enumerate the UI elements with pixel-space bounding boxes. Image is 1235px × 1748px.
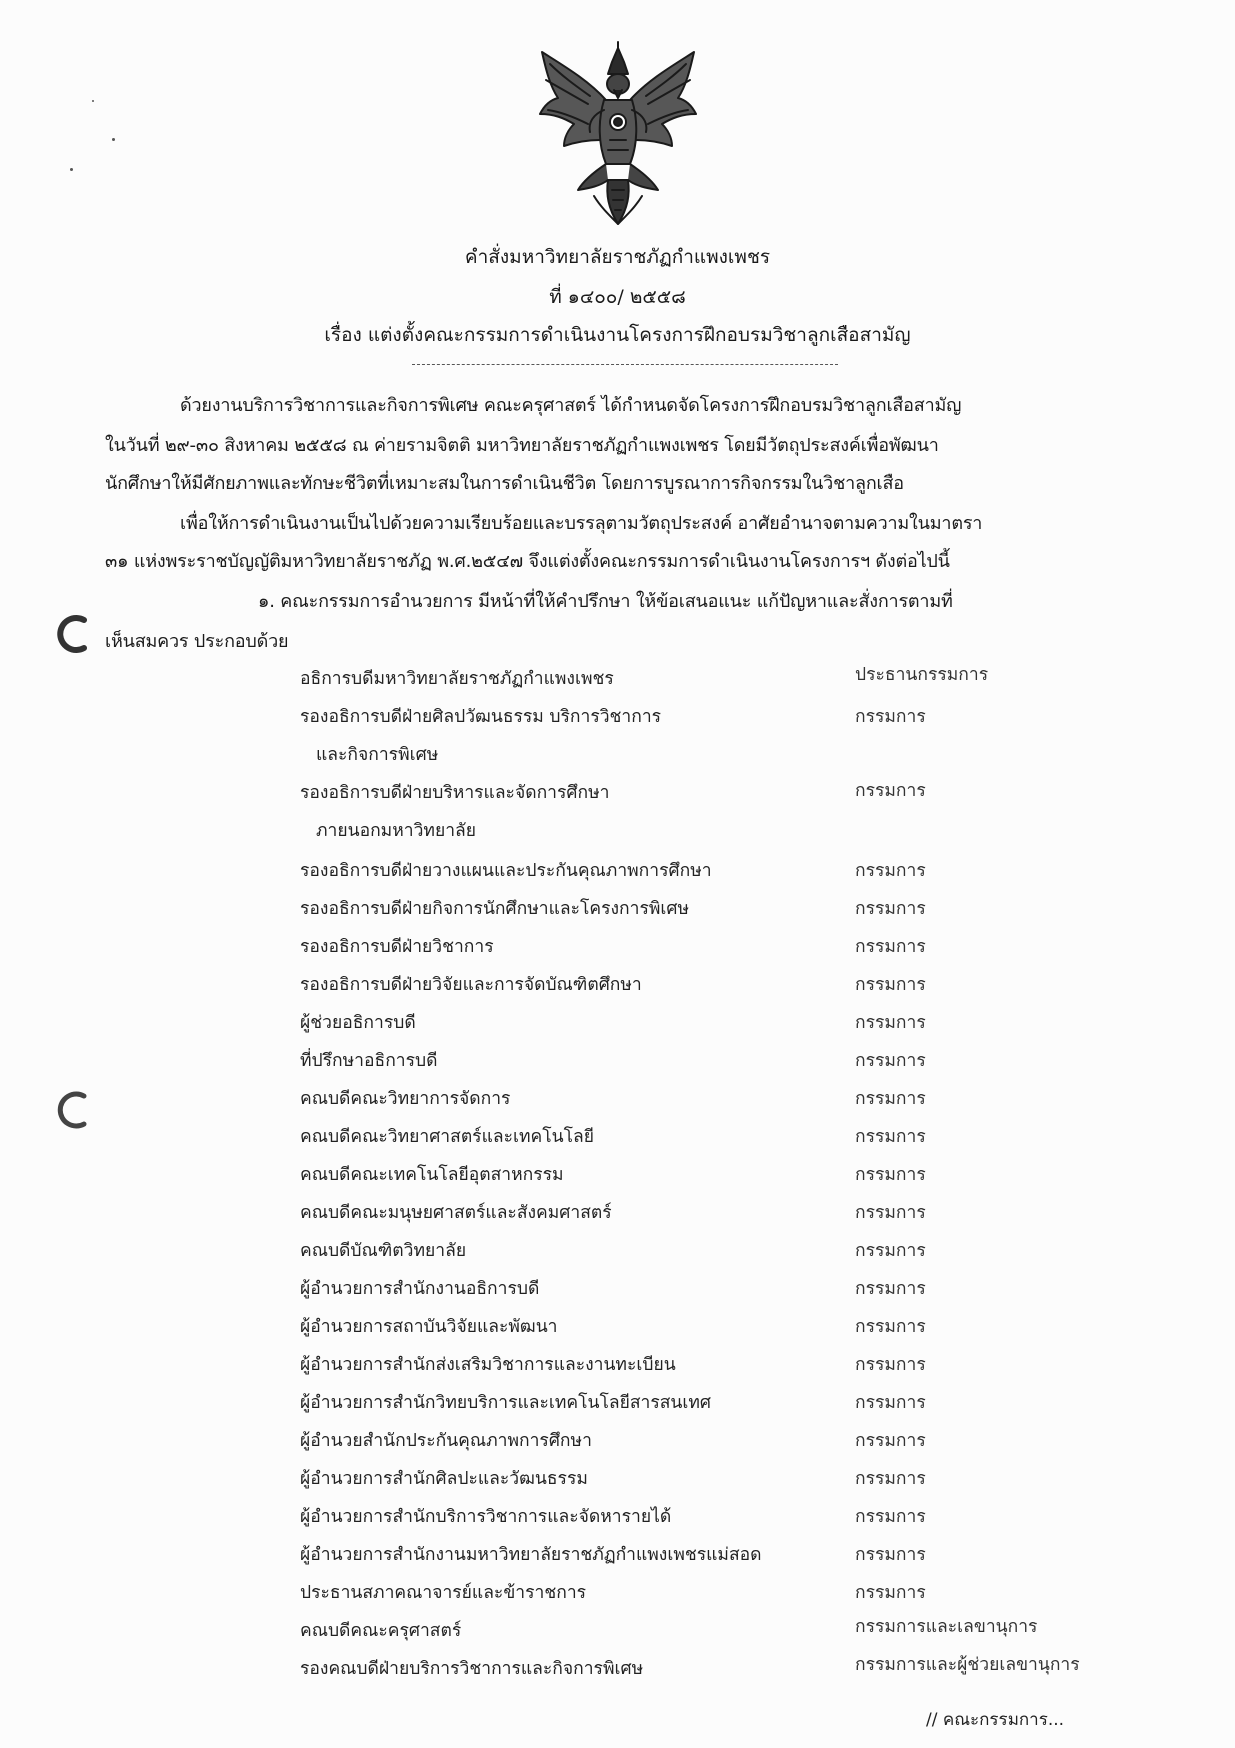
member-role: กรรมการ [855,1089,926,1109]
member-name: ผู้อำนวยการสำนักงานอธิการบดี [300,1279,540,1299]
member-name: อธิการบดีมหาวิทยาลัยราชภัฏกำแพงเพชร [300,669,614,689]
member-role: กรรมการ [855,1507,926,1527]
member-name: ประธานสภาคณาจารย์และข้าราชการ [300,1583,587,1603]
order-number: ที่ ๑๔๐๐/ ๒๕๕๘ [549,286,686,308]
order-title: คำสั่งมหาวิทยาลัยราชภัฏกำแพงเพชร [464,246,771,268]
member-name: รองอธิการบดีฝ่ายวิชาการ [300,937,494,957]
member-role: กรรมการ [855,1013,926,1033]
member-role: ประธานกรรมการ [855,665,989,685]
member-role: กรรมการและผู้ช่วยเลขานุการ [855,1655,1080,1675]
member-name: คณบดีคณะวิทยาการจัดการ [300,1089,511,1109]
member-role: กรรมการและเลขานุการ [855,1617,1038,1637]
body-paragraph-line: ๓๑ แห่งพระราชบัญญัติมหาวิทยาลัยราชภัฏ พ.ศ.๒๕๔๗ จึงแต่งตั้งคณะกรรมการดำเนินงานโครงการฯ ดังต่อไปนี้ [105,551,950,572]
punch-hole-mark [54,1090,94,1130]
member-name: ผู้อำนวยการสำนักวิทยบริการและเทคโนโลยีสารสนเทศ [300,1393,712,1413]
member-role: กรรมการ [855,1393,926,1413]
continuation-note: // คณะกรรมการ... [926,1710,1065,1730]
member-name: ผู้ช่วยอธิการบดี [300,1013,416,1033]
scan-speck [112,138,115,141]
member-role: กรรมการ [855,1317,926,1337]
member-role: กรรมการ [855,1241,926,1261]
member-role: กรรมการ [855,1279,926,1299]
member-name: ผู้อำนวยสำนักประกันคุณภาพการศึกษา [300,1431,592,1451]
member-name: ผู้อำนวยการสำนักบริการวิชาการและจัดหารายได้ [300,1507,672,1527]
member-name: ภายนอกมหาวิทยาลัย [316,821,477,841]
member-role: กรรมการ [855,937,926,957]
member-role: กรรมการ [855,1203,926,1223]
member-name: รองอธิการบดีฝ่ายบริหารและจัดการศึกษา [300,783,610,803]
scan-speck [70,168,73,171]
member-name: ผู้อำนวยการสำนักส่งเสริมวิชาการและงานทะเบียน [300,1355,676,1375]
body-paragraph-line: เพื่อให้การดำเนินงานเป็นไปด้วยความเรียบร้อยและบรรลุตามวัตถุประสงค์ อาศัยอำนาจตามความในมาตรา [180,513,983,534]
member-name: ที่ปรึกษาอธิการบดี [300,1051,438,1071]
member-role: กรรมการ [855,975,926,995]
member-name: รองอธิการบดีฝ่ายวิจัยและการจัดบัณฑิตศึกษา [300,975,642,995]
member-name: ผู้อำนวยการสำนักงานมหาวิทยาลัยราชภัฏกำแพงเพชรแม่สอด [300,1545,762,1565]
member-name: และกิจการพิเศษ [316,745,439,765]
member-name: รองอธิการบดีฝ่ายกิจการนักศึกษาและโครงการพิเศษ [300,899,690,919]
member-name: คณบดีคณะเทคโนโลยีอุตสาหกรรม [300,1165,564,1185]
member-role: กรรมการ [855,1165,926,1185]
member-name: รองอธิการบดีฝ่ายวางแผนและประกันคุณภาพการศึกษา [300,861,712,881]
member-name: คณบดีบัณฑิตวิทยาลัย [300,1241,467,1261]
member-role: กรรมการ [855,1355,926,1375]
member-name: รองอธิการบดีฝ่ายศิลปวัฒนธรรม บริการวิชาการ [300,707,662,727]
body-paragraph-line: ในวันที่ ๒๙-๓๐ สิงหาคม ๒๕๕๘ ณ ค่ายรามจิตติ มหาวิทยาลัยราชภัฏกำแพงเพชร โดยมีวัตถุประสงค์เพื่อพัฒนา [105,435,939,456]
garuda-emblem-icon [528,40,708,230]
body-paragraph-line: เห็นสมควร ประกอบด้วย [105,631,289,652]
member-name: ผู้อำนวยการสถาบันวิจัยและพัฒนา [300,1317,558,1337]
body-paragraph-line: ด้วยงานบริการวิชาการและกิจการพิเศษ คณะครุศาสตร์ ได้กำหนดจัดโครงการฝึกอบรมวิชาลูกเสือสามัญ [180,395,962,416]
member-role: กรรมการ [855,899,926,919]
member-name: คณบดีคณะครุศาสตร์ [300,1621,462,1641]
member-role: กรรมการ [855,1545,926,1565]
member-role: กรรมการ [855,1469,926,1489]
scan-speck [92,100,94,102]
member-role: กรรมการ [855,707,926,727]
committee-heading: ๑. คณะกรรมการอำนวยการ มีหน้าที่ให้คำปรึกษา ให้ข้อเสนอแนะ แก้ปัญหาและสั่งการตามที่ [258,591,953,612]
member-role: กรรมการ [855,1583,926,1603]
header-divider [412,364,838,365]
member-name: ผู้อำนวยการสำนักศิลปะและวัฒนธรรม [300,1469,588,1489]
member-role: กรรมการ [855,781,926,801]
member-role: กรรมการ [855,1051,926,1071]
member-name: รองคณบดีฝ่ายบริการวิชาการและกิจการพิเศษ [300,1659,644,1679]
member-name: คณบดีคณะมนุษยศาสตร์และสังคมศาสตร์ [300,1203,612,1223]
member-role: กรรมการ [855,1127,926,1147]
punch-hole-mark [54,614,94,654]
member-name: คณบดีคณะวิทยาศาสตร์และเทคโนโลยี [300,1127,594,1147]
body-paragraph-line: นักศึกษาให้มีศักยภาพและทักษะชีวิตที่เหมาะสมในการดำเนินชีวิต โดยการบูรณาการกิจกรรมในวิชาลูกเสือ [105,473,904,494]
member-role: กรรมการ [855,1431,926,1451]
order-subject: เรื่อง แต่งตั้งคณะกรรมการดำเนินงานโครงการฝึกอบรมวิชาลูกเสือสามัญ [324,324,911,346]
member-role: กรรมการ [855,861,926,881]
